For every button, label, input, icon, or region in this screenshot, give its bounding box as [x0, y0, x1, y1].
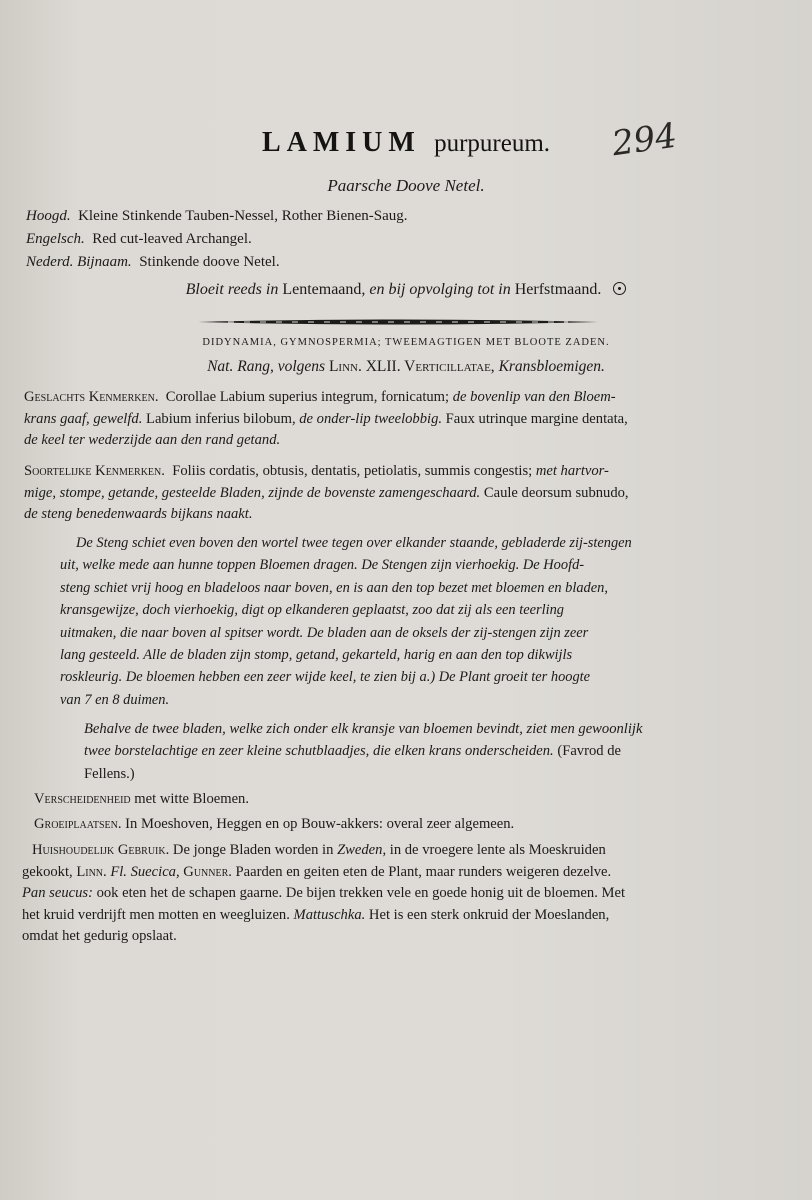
name-text: Stinkende doove Netel. [139, 254, 280, 270]
paragraph-line [22, 883, 806, 905]
text-run: Pan seucus: [22, 885, 93, 901]
bloom-period [0, 281, 812, 299]
dutch-name: Paarsche Doove Netel. [327, 176, 485, 195]
classification-line: DIDYNAMIA, GYMNOSPERMIA; TWEEMAGTIGEN MET BLOOTE ZADEN. [202, 337, 610, 348]
text-run: Behalve de twee bladen, welke zich onder elk kransje van bloemen bevindt, ziet men gewoonlijk [84, 721, 643, 737]
bloom-month-end: Herfstmaand. [514, 281, 602, 298]
description-line: kransgewijze, doch vierhoekig, digt op elkanderen geplaatst, zoo dat zij als een teerling [60, 602, 564, 619]
name-label: Nederd. Bijnaam. [26, 254, 132, 270]
text-run: het kruid verdrijft men motten en weegluizen. [22, 906, 294, 923]
description-line: steng schiet vrij hoog en bladeloos naar boven, en is aan den top bezet met bloemen en bladen, [60, 579, 608, 596]
variety-section [34, 789, 804, 811]
section-heading: Soortelijke Kenmerken. [24, 463, 165, 479]
text-run: Corollae Labium superius integrum, fornicatum; [165, 389, 453, 405]
rank-text: Kransbloemigen. [498, 358, 605, 375]
text-run: de steng benedenwaards bijkans naakt. [24, 506, 253, 522]
description-line: uit, welke mede aan hunne toppen Bloemen dragen. De Stengen zijn vierhoekig. De Hoofd- [60, 557, 585, 574]
text-run: Paarden en geiten eten de Plant, maar runders weigeren dezelve. [231, 863, 612, 880]
vernacular-names [26, 205, 408, 274]
bloom-text: Bloeit reeds in [185, 281, 279, 298]
text-run: met hartvor- [535, 463, 609, 479]
description-line [84, 718, 808, 740]
text-run: , in de vroegere lente als Moeskruiden [382, 842, 606, 858]
household-use-section [22, 840, 806, 948]
page-title [0, 126, 812, 159]
text-run: de bovenlip van den Bloem- [452, 389, 616, 405]
description-line: uitmaken, die naar boven al spitser wordt. De bladen aan de oksels der zij-stengen zijn zeer [60, 624, 589, 641]
plant-description [60, 532, 800, 711]
name-line [26, 251, 408, 274]
species-characteristics [24, 461, 804, 526]
natural-rank [0, 358, 812, 376]
section-heading: Geslachts Kenmerken. [24, 389, 159, 405]
text-run: twee borstelachtige en zeer kleine schutblaadjes, die elken krans onderscheiden. [84, 743, 554, 760]
name-text: Red cut-leaved Archangel. [92, 231, 252, 247]
rank-text: Nat. Rang [207, 358, 270, 375]
text-run: Faux utrinque margine dentata, [442, 410, 628, 427]
text-run: gekookt, [22, 863, 77, 880]
name-label: Hoogd. [26, 208, 71, 224]
text-run: ook eten het de schapen gaarne. De bijen trekken vele en goede honig uit de bloemen. Met [92, 885, 626, 901]
bloom-text: , en bij opvolging tot in [361, 281, 511, 298]
name-line [26, 205, 408, 228]
section-heading: Groeiplaatsen. [34, 816, 122, 832]
paragraph-line [24, 430, 804, 452]
genus-characteristics [24, 387, 804, 452]
description-line [84, 740, 808, 762]
description-line: lang gesteeld. Alle de bladen zijn stomp, getand, gekarteld, harig en aan den top dikwijls [60, 647, 573, 664]
name-line [26, 228, 408, 251]
perennial-symbol-icon [613, 282, 626, 295]
species-name: purpureum. [434, 130, 551, 157]
paragraph-line [24, 483, 804, 505]
text-run: De jonge Bladen worden in [169, 842, 338, 858]
text-run: Linn. [76, 863, 107, 880]
description-line: van 7 en 8 duimen. [60, 691, 170, 708]
section-text: met witte Bloemen. [130, 791, 250, 807]
paragraph-line [24, 461, 804, 483]
text-run: Mattuschka. [293, 906, 366, 923]
bloom-month-start: Lentemaand [282, 281, 362, 298]
text-run: Labium inferius bilobum, [142, 410, 300, 427]
rank-text: , volgens [269, 358, 326, 375]
text-run: (Favrod de [553, 743, 621, 760]
text-run: de onder-lip tweelobbig. [299, 410, 443, 427]
bract-description [78, 718, 808, 785]
paragraph-line [24, 409, 804, 431]
handwritten-page-number: 294 [609, 115, 680, 165]
description-line [84, 763, 808, 785]
text-run: mige, stompe, getande, gesteelde Bladen, zijnde de bovenste zamengeschaard. [24, 484, 481, 501]
description-line: roskleurig. De bloemen hebben een zeer wijde keel, te zien bij a.) De Plant groeit ter hoogte [60, 669, 591, 686]
section-text: In Moeshoven, Heggen en op Bouw-akkers: overal zeer algemeen. [121, 816, 515, 832]
text-run: krans gaaf, gewelfd. [24, 410, 143, 427]
text-run: de keel ter wederzijde aan den rand getand. [24, 432, 281, 448]
paragraph-line [22, 926, 806, 948]
text-run: Caule deorsum subnudo, [480, 484, 629, 501]
text-run: Het is een sterk onkruid der Moeslanden, [365, 906, 610, 923]
text-run: Fl. Suecica, [106, 863, 180, 880]
genus-name: LAMIUM [261, 127, 421, 158]
paragraph-line [32, 840, 806, 862]
name-label: Engelsch. [26, 231, 85, 247]
text-run: Fellens.) [84, 765, 135, 782]
paragraph-line [24, 504, 804, 526]
paragraph-line [22, 905, 806, 927]
description-line: De Steng schiet even boven den wortel twee tegen over elkander staande, gebladerde zij-stengen [76, 535, 632, 551]
habitat-section [34, 814, 804, 836]
text-run: Gunner. [179, 863, 232, 880]
text-run: omdat het gedurig opslaat. [22, 928, 177, 944]
text-run: Zweden [337, 842, 383, 858]
section-heading: Huishoudelijk Gebruik. [32, 842, 170, 858]
rank-text: Linn. XLII. Verticillatae, [328, 358, 495, 375]
decorative-divider [198, 317, 598, 327]
section-heading: Verscheidenheid [34, 791, 131, 807]
paragraph-line [24, 387, 804, 409]
text-run: Foliis cordatis, obtusis, dentatis, petiolatis, summis congestis; [172, 463, 536, 479]
name-text: Kleine Stinkende Tauben-Nessel, Rother Bienen-Saug. [78, 208, 408, 224]
paragraph-line [22, 862, 806, 884]
